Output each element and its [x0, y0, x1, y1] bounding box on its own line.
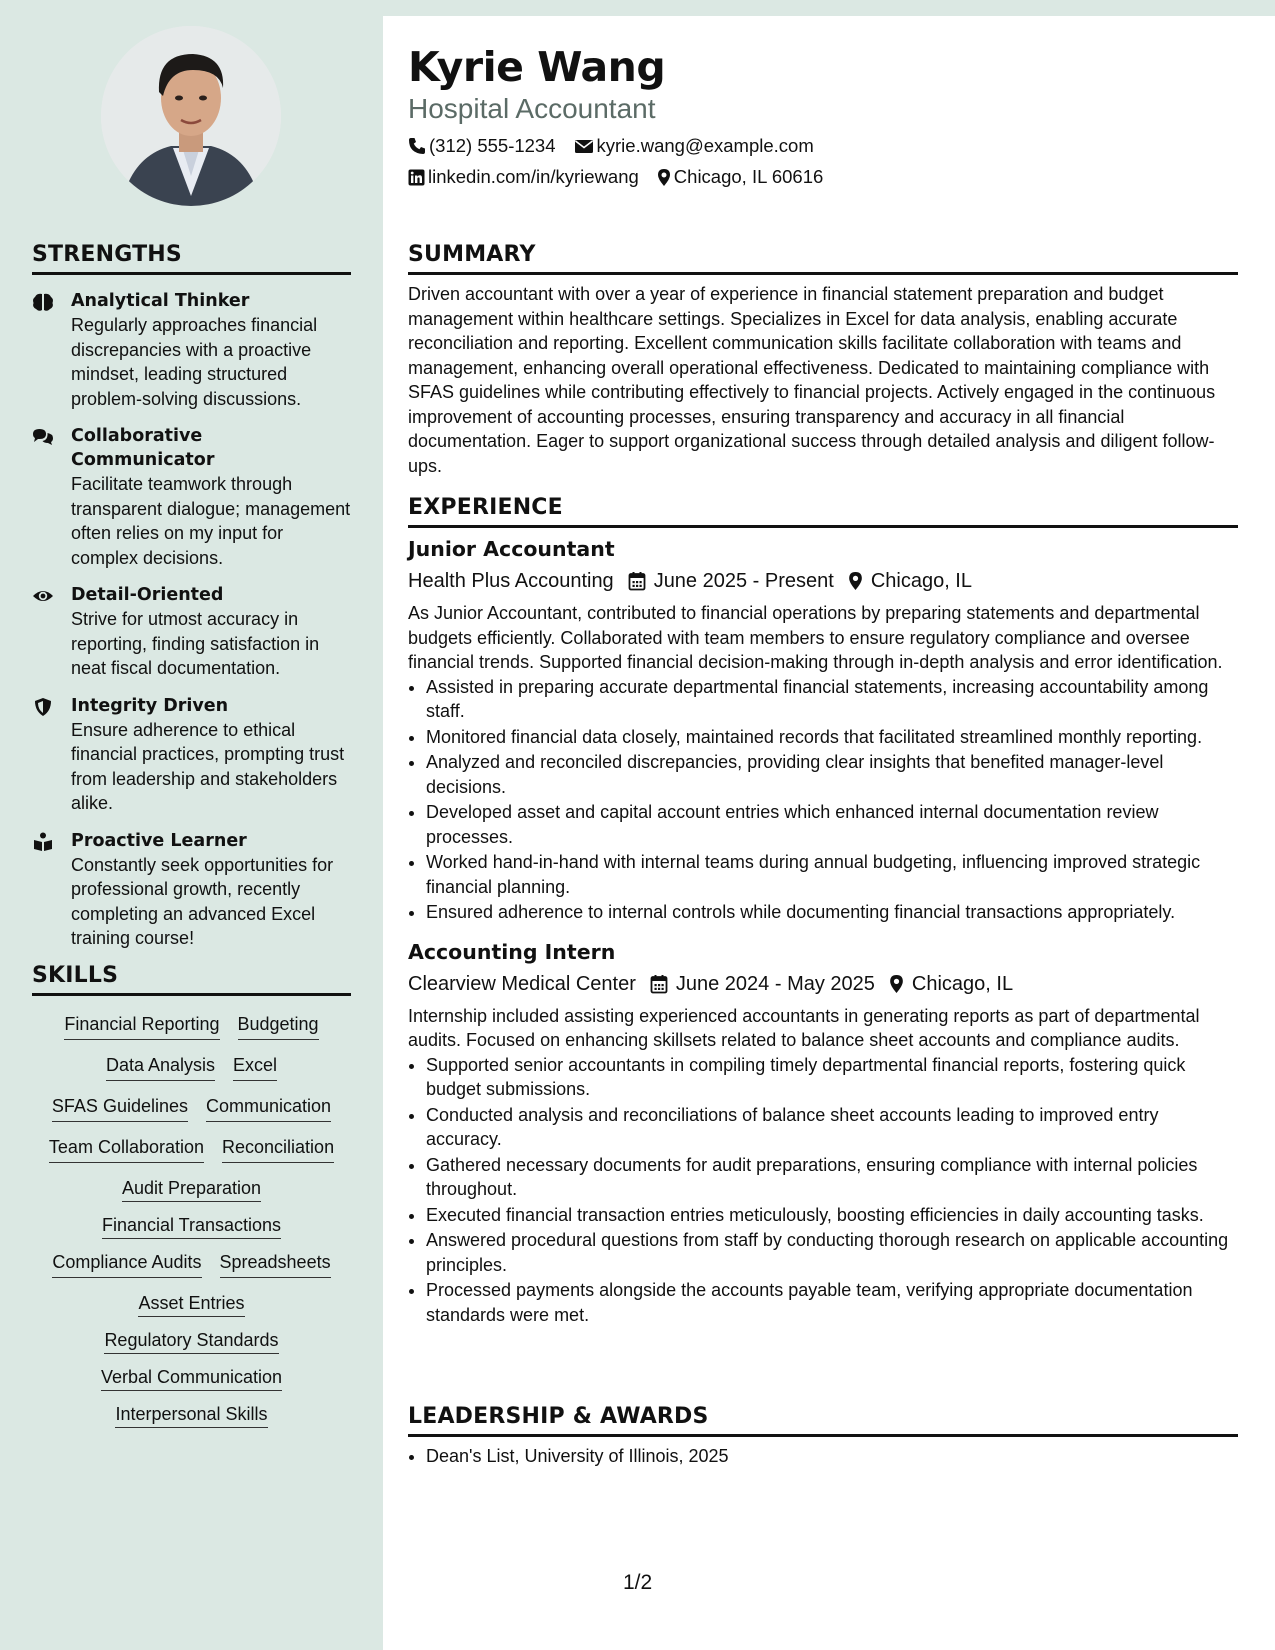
- linkedin-icon: [408, 169, 425, 186]
- map-marker-icon: [889, 974, 904, 994]
- email-contact[interactable]: [574, 134, 814, 158]
- awards-list: [408, 1444, 1238, 1469]
- job-bullet: • Assisted in preparing accurate departmental financial statements, increasing accountability among staff.: [426, 675, 1238, 724]
- linkedin-text[interactable]: linkedin.com/in/kyriewang: [428, 166, 639, 187]
- envelope-icon: [574, 138, 594, 154]
- phone-icon: [408, 137, 426, 155]
- job-bullet: • Monitored financial data closely, maintained records that facilitated streamlined monthly reporting.: [426, 725, 1238, 750]
- job-bullet: • Conducted analysis and reconciliations of balance sheet accounts leading to improved entry accuracy.: [426, 1103, 1238, 1152]
- skill-tag: Interpersonal Skills: [115, 1404, 267, 1428]
- strength-title: Analytical Thinker: [71, 291, 250, 311]
- email-text[interactable]: kyrie.wang@example.com: [596, 135, 814, 156]
- summary-heading: SUMMARY: [408, 242, 1238, 275]
- skill-tag: Financial Transactions: [102, 1215, 281, 1239]
- skill-row: [32, 1328, 351, 1352]
- job-bullets: [408, 1053, 1238, 1328]
- skill-tag: Audit Preparation: [122, 1178, 261, 1202]
- skill-tag: Verbal Communication: [101, 1367, 282, 1391]
- experience-heading: EXPERIENCE: [408, 495, 1238, 528]
- strength-desc: Regularly approaches financial discrepancies with a proactive mindset, leading structured problem-solving discussions.: [71, 315, 318, 409]
- skills-section: [32, 963, 351, 1426]
- location-contact: [657, 165, 823, 189]
- strengths-heading: STRENGTHS: [32, 242, 351, 275]
- strength-item: [32, 583, 351, 681]
- linkedin-contact[interactable]: [408, 165, 639, 189]
- strength-title: Detail-Oriented: [71, 585, 224, 605]
- profile-photo: [101, 26, 281, 206]
- skill-list: [32, 1012, 351, 1426]
- skill-tag: SFAS Guidelines: [52, 1094, 188, 1122]
- summary-text: Driven accountant with over a year of experience in financial statement preparation and budget management within healthcare settings. Specializes in Excel for data analysis, enabling accurate reconciliation and reporting. Excellent communication skills facilitate collaboration with teams and management, enhancing overall operational effectiveness. Dedicated to maintaining compliance with SFAS guidelines while contributing effectively to financial projects. Actively engaged in the continuous improvement of accounting processes, ensuring transparency and accuracy in all financial documentation. Eager to support organizational success through detailed analysis and diligent follow-ups.: [408, 284, 1216, 476]
- calendar-icon: [628, 571, 646, 591]
- job-title: Accounting Intern: [408, 939, 616, 964]
- job-meta: [408, 970, 1238, 998]
- strength-desc: Facilitate teamwork through transparent dialogue; management often relies on my input for complex decisions.: [71, 474, 351, 568]
- job-bullet: • Worked hand-in-hand with internal teams during annual budgeting, influencing improved strategic financial planning.: [426, 850, 1238, 899]
- company-name: Health Plus Accounting: [408, 570, 614, 592]
- award-item: • Dean's List, University of Illinois, 2025: [426, 1444, 1238, 1469]
- skill-tag: Reconciliation: [222, 1135, 334, 1163]
- strength-title: Collaborative Communicator: [71, 426, 215, 470]
- strength-item: [32, 829, 351, 951]
- main-content: [383, 16, 1275, 1650]
- job-location-text: Chicago, IL: [911, 972, 1014, 995]
- job-title: Junior Accountant: [408, 537, 615, 561]
- job-bullets: [408, 675, 1238, 925]
- skills-heading: SKILLS: [32, 963, 351, 996]
- job-meta: [408, 567, 1238, 595]
- skill-row: [32, 1213, 351, 1237]
- phone-contact: [408, 134, 556, 158]
- job-role: Hospital Accountant: [408, 93, 656, 124]
- job-location: [848, 567, 972, 595]
- strength-item: [32, 424, 351, 570]
- job-bullet: • Ensured adherence to internal controls while documenting financial transactions appropriately.: [426, 900, 1238, 925]
- job-bullet: • Developed asset and capital account entries which enhanced internal documentation review processes.: [426, 800, 1238, 849]
- avatar: [101, 26, 281, 206]
- company-name: Clearview Medical Center: [408, 972, 636, 995]
- job-bullet: • Processed payments alongside the accounts payable team, verifying appropriate documentation standards were met.: [426, 1278, 1238, 1327]
- sidebar: [0, 0, 383, 1650]
- job-description: Internship included assisting experienced accountants in generating reports as part of departmental audits. Focused on enhancing skillsets related to balance sheet accounts and compliance audits.: [408, 1005, 1200, 1050]
- job-bullet: • Executed financial transaction entries meticulously, boosting efficiencies in daily accounting tasks.: [426, 1203, 1238, 1228]
- shield-icon: [32, 697, 54, 717]
- job-description: As Junior Accountant, contributed to financial operations by preparing statements and departmental budgets efficiently. Collaborated with team members to ensure regulatory compliance and oversee financial trends. Supported financial decision-making through in-depth analysis and error identification.: [408, 603, 1223, 672]
- contact-row: [408, 134, 832, 158]
- location-text: Chicago, IL 60616: [673, 166, 824, 187]
- experience-section: [408, 495, 1238, 1328]
- strengths-section: [32, 242, 351, 964]
- summary-section: [408, 242, 1238, 478]
- skill-row: [32, 1291, 351, 1315]
- map-marker-icon: [657, 168, 671, 187]
- job-bullet: • Supported senior accountants in compiling timely departmental financial reports, fostering quick budget submissions.: [426, 1053, 1238, 1102]
- skill-row: [32, 1402, 351, 1426]
- skill-row: [32, 1176, 351, 1200]
- skill-tag: Budgeting: [238, 1012, 319, 1040]
- strength-item: [32, 694, 351, 816]
- awards-section: [408, 1404, 1238, 1470]
- strength-title: Proactive Learner: [71, 830, 247, 851]
- eye-icon: [32, 586, 54, 606]
- strength-desc: Constantly seek opportunities for professional growth, recently completing an advanced Excel training course!: [71, 854, 334, 948]
- job-location-text: Chicago, IL: [870, 570, 972, 592]
- page-number: 1/2: [623, 1571, 653, 1594]
- brain-icon: [32, 292, 54, 312]
- job-dates: [650, 970, 875, 998]
- calendar-icon: [650, 974, 668, 994]
- job-bullet: • Analyzed and reconciled discrepancies, providing clear insights that benefited manager-level decisions.: [426, 750, 1238, 799]
- skill-tag: Compliance Audits: [52, 1250, 201, 1278]
- skill-tag: Asset Entries: [138, 1293, 244, 1317]
- job-bullet: • Answered procedural questions from staff by conducting thorough research on applicable accounting principles.: [426, 1228, 1238, 1277]
- job-entry: [408, 938, 1238, 1328]
- job-dates-text: June 2025 - Present: [653, 570, 834, 592]
- job-dates: [628, 567, 834, 595]
- strength-desc: Strive for utmost accuracy in reporting, finding satisfaction in neat fiscal documentation.: [71, 609, 320, 678]
- phone-text: (312) 555-1234: [429, 135, 556, 156]
- job-bullet: • Gathered necessary documents for audit preparations, ensuring compliance with internal policies throughout.: [426, 1153, 1238, 1202]
- skill-tag: Regulatory Standards: [104, 1330, 278, 1354]
- job-dates-text: June 2024 - May 2025: [675, 972, 875, 995]
- job-location: [889, 970, 1013, 998]
- skill-tag: Communication: [206, 1094, 331, 1122]
- book-reader-icon: [32, 832, 54, 852]
- skill-row: [32, 1365, 351, 1389]
- awards-heading: LEADERSHIP & AWARDS: [408, 1404, 1238, 1437]
- skill-tag: Spreadsheets: [220, 1250, 331, 1278]
- skill-tag: Excel: [233, 1053, 277, 1081]
- skill-tag: Financial Reporting: [64, 1012, 219, 1040]
- skill-tag: Data Analysis: [106, 1053, 215, 1081]
- job-entry: [408, 535, 1238, 925]
- comments-icon: [32, 427, 54, 447]
- candidate-name: Kyrie Wang: [408, 43, 666, 91]
- contact-row: [408, 165, 841, 189]
- strength-item: [32, 289, 351, 411]
- strength-title: Integrity Driven: [71, 695, 229, 716]
- skill-tag: Team Collaboration: [49, 1135, 204, 1163]
- map-marker-icon: [848, 571, 863, 591]
- strength-desc: Ensure adherence to ethical financial practices, prompting trust from leadership and stakeholders alike.: [71, 719, 345, 813]
